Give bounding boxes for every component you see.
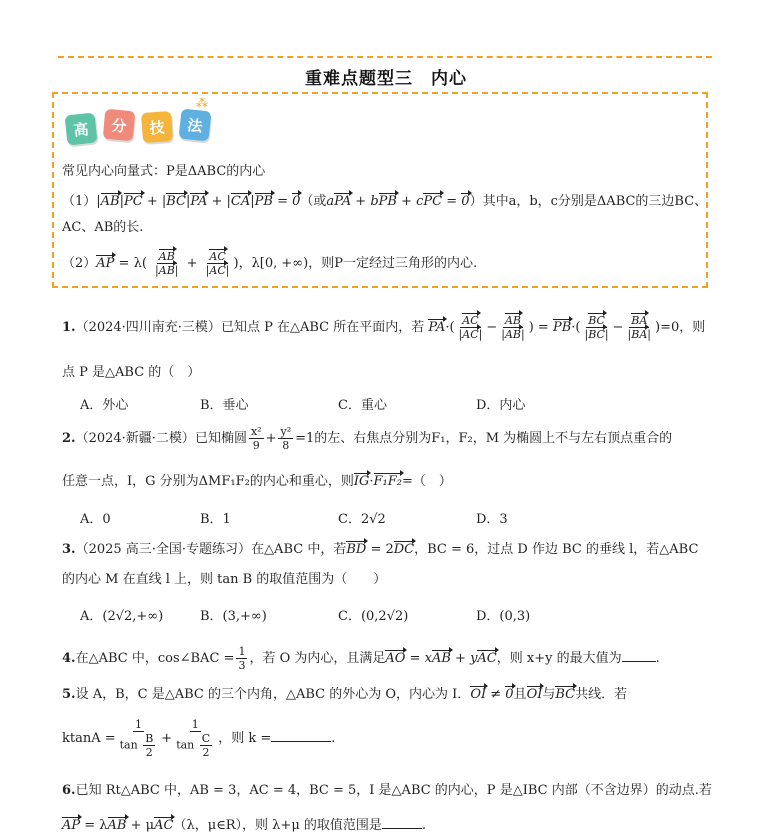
q1-option-d[interactable]: D．内心 (476, 398, 526, 413)
question-1: 1.（2024·四川南充·三模）已知点 P 在△ABC 所在平面内，若 PA·( $\frac{AC}{|AC|}$ − $\frac{AB}{|AB|}$ ) = PB·( $\frac{BC}{|BC|}$ − $\frac{BA}{|BA|}$ )=0，则 (62, 314, 706, 341)
question-1-cont: 点 P 是△ABC 的（ ） (62, 365, 201, 380)
q1-option-a[interactable]: A．外心 (80, 398, 129, 413)
q4-answer-blank[interactable] (622, 661, 656, 662)
question-3: 3.（2025 高三·全国·专题练习）在△ABC 中，若BD = 2DC，BC = 6，过点 D 作边 BC 的垂线 l，若△ABC (62, 542, 699, 557)
q3-option-b[interactable]: B．(3,+∞) (200, 609, 267, 624)
question-6: 6.已知 Rt△ABC 中，AB = 3，AC = 4，BC = 5，I 是△ABC 的内心，P 是△IBC 内部（不含边界）的动点.若 (62, 783, 712, 798)
q5-answer-blank[interactable] (271, 741, 331, 742)
tips-formula-2: （2）AP = λ( $\frac{AB}{|AB|}$ + $\frac{AC}{|AC|}$ )，λ[0, +∞)，则P一定经过三角形的内心. (62, 250, 478, 277)
question-2-cont: 任意一点，I，G 分别为ΔMF₁F₂的内心和重心，则IG·F₁F₂=（ ） (62, 474, 452, 489)
q3-option-c[interactable]: C．(0,2√2) (338, 609, 409, 624)
q1-option-c[interactable]: C．重心 (338, 398, 387, 413)
tips-intro: 常见内心向量式：P是ΔABC的内心 (62, 164, 266, 179)
q6-answer-blank[interactable] (382, 828, 422, 829)
q2-option-a[interactable]: A．0 (80, 512, 111, 527)
page-title: 重难点题型三 内心 (305, 69, 467, 89)
question-4: 4.在△ABC 中，cos∠BAC = $\frac{1}{3}$ ，若 O 为内心，且满足AO = xAB + yAC，则 x+y 的最大值为 . (62, 645, 660, 672)
tips-formula-1: （1）|AB|PC + |BC|PA + |CA|PB = 0（或aPA + bPB + cPC = 0）其中a，b，c分别是ΔABC的三边BC、 (62, 194, 708, 209)
question-6-cont: AP = λAB + μAC（λ，μ∈R），则 λ+μ 的取值范围是 . (62, 818, 427, 833)
question-2: 2.（2024·新疆·二模）已知椭圆 $\frac{\text{x²}}{9}$ + $\frac{\text{y²}}{8}$ =1的左、右焦点分别为F₁，F₂，M 为椭圆上不与左右顶点重合的 (62, 425, 673, 452)
sparkle-icon: ⁂ (196, 96, 208, 110)
q1-option-b[interactable]: B．垂心 (200, 398, 249, 413)
q2-option-d[interactable]: D．3 (476, 512, 508, 527)
question-3-cont: 的内心 M 在直线 l 上，则 tan B 的取值范围为（ ） (62, 572, 387, 587)
q3-option-a[interactable]: A．(2√2,+∞) (80, 609, 164, 624)
q2-option-c[interactable]: C．2√2 (338, 512, 386, 527)
badge-fen: 分 (103, 109, 136, 142)
q3-option-d[interactable]: D．(0,3) (476, 609, 531, 624)
tips-formula-1-cont: AC、AB的长. (62, 220, 144, 235)
badge-ji: 技 (141, 111, 173, 143)
question-5: 5.设 A，B，C 是△ABC 的三个内角，△ABC 的外心为 O，内心为 I．OI ≠ 0且OI与BC共线．若 (62, 687, 628, 702)
badge-gao: 高 (65, 113, 98, 146)
top-dashed-divider (58, 56, 712, 58)
badge-fa: 法 (179, 109, 212, 142)
question-5-cont: ktanA = 1 tan $\frac{B}{2}$ + 1 tan $\frac{C}{2}$ ，则 k = . (62, 718, 336, 759)
q2-option-b[interactable]: B．1 (200, 512, 231, 527)
